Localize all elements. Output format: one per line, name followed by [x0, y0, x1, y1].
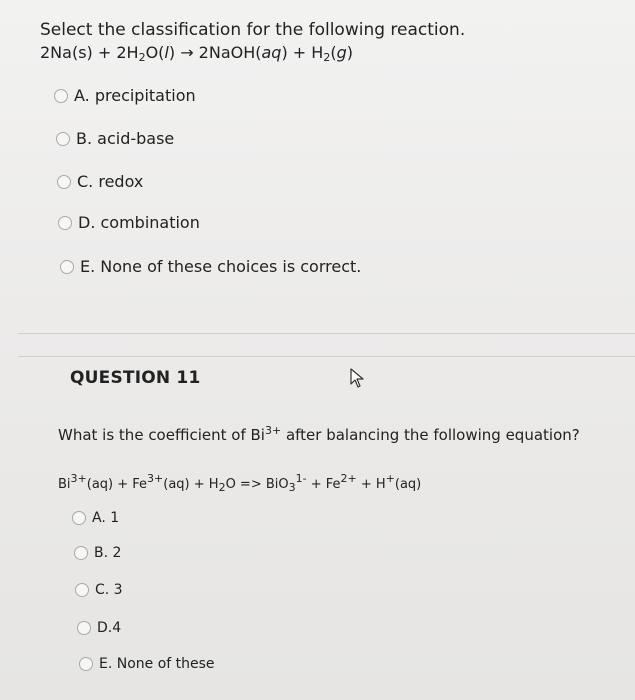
option-label: D.4 [97, 620, 122, 636]
radio-button[interactable] [74, 546, 88, 560]
q10-option-a[interactable] [54, 86, 196, 105]
q10-option-c[interactable] [57, 172, 143, 191]
radio-button[interactable] [58, 216, 72, 230]
option-label: D. combination [78, 213, 200, 232]
option-label: C. redox [77, 172, 144, 191]
q11-option-c[interactable] [75, 582, 123, 598]
question-10-text: Select the classification for the following reaction. [40, 20, 466, 40]
option-label: E. None of these [99, 656, 215, 672]
question-11-equation: $Bi^{3+}(aq) + Fe^{3+}(aq) + H_2O => BiO_3^{1-} + Fe^{2+} + H^+(aq)$ [58, 472, 422, 494]
question-11-text: What is the coefficient of $Bi^{3+}$ after balancing the following equation? [58, 424, 580, 444]
divider [18, 356, 635, 357]
radio-button[interactable] [57, 175, 71, 189]
radio-button[interactable] [54, 89, 68, 103]
option-label: A. 1 [92, 510, 120, 526]
mouse-cursor-icon [350, 368, 366, 392]
radio-button[interactable] [56, 132, 70, 146]
q10-option-e[interactable] [60, 257, 361, 276]
q11-option-d[interactable] [77, 620, 121, 636]
option-label: A. precipitation [74, 86, 196, 105]
question-10-equation: $2Na(s) + 2H_2O(l)$ → 2NaOH(aq) + $H_2(g)$ [40, 43, 353, 64]
radio-button[interactable] [77, 621, 91, 635]
radio-button[interactable] [79, 657, 93, 671]
q11-option-e[interactable] [79, 656, 215, 672]
option-label: E. None of these choices is correct. [80, 257, 362, 276]
q10-option-b[interactable] [56, 129, 174, 148]
q10-option-d[interactable] [58, 213, 200, 232]
radio-button[interactable] [60, 260, 74, 274]
radio-button[interactable] [75, 583, 89, 597]
divider [18, 333, 635, 334]
question-11-title: QUESTION 11 [70, 368, 201, 388]
option-label: B. 2 [94, 545, 122, 561]
option-label: B. acid-base [76, 129, 175, 148]
q11-option-a[interactable] [72, 510, 119, 526]
q11-option-b[interactable] [74, 545, 121, 561]
option-label: C. 3 [95, 582, 123, 598]
radio-button[interactable] [72, 511, 86, 525]
